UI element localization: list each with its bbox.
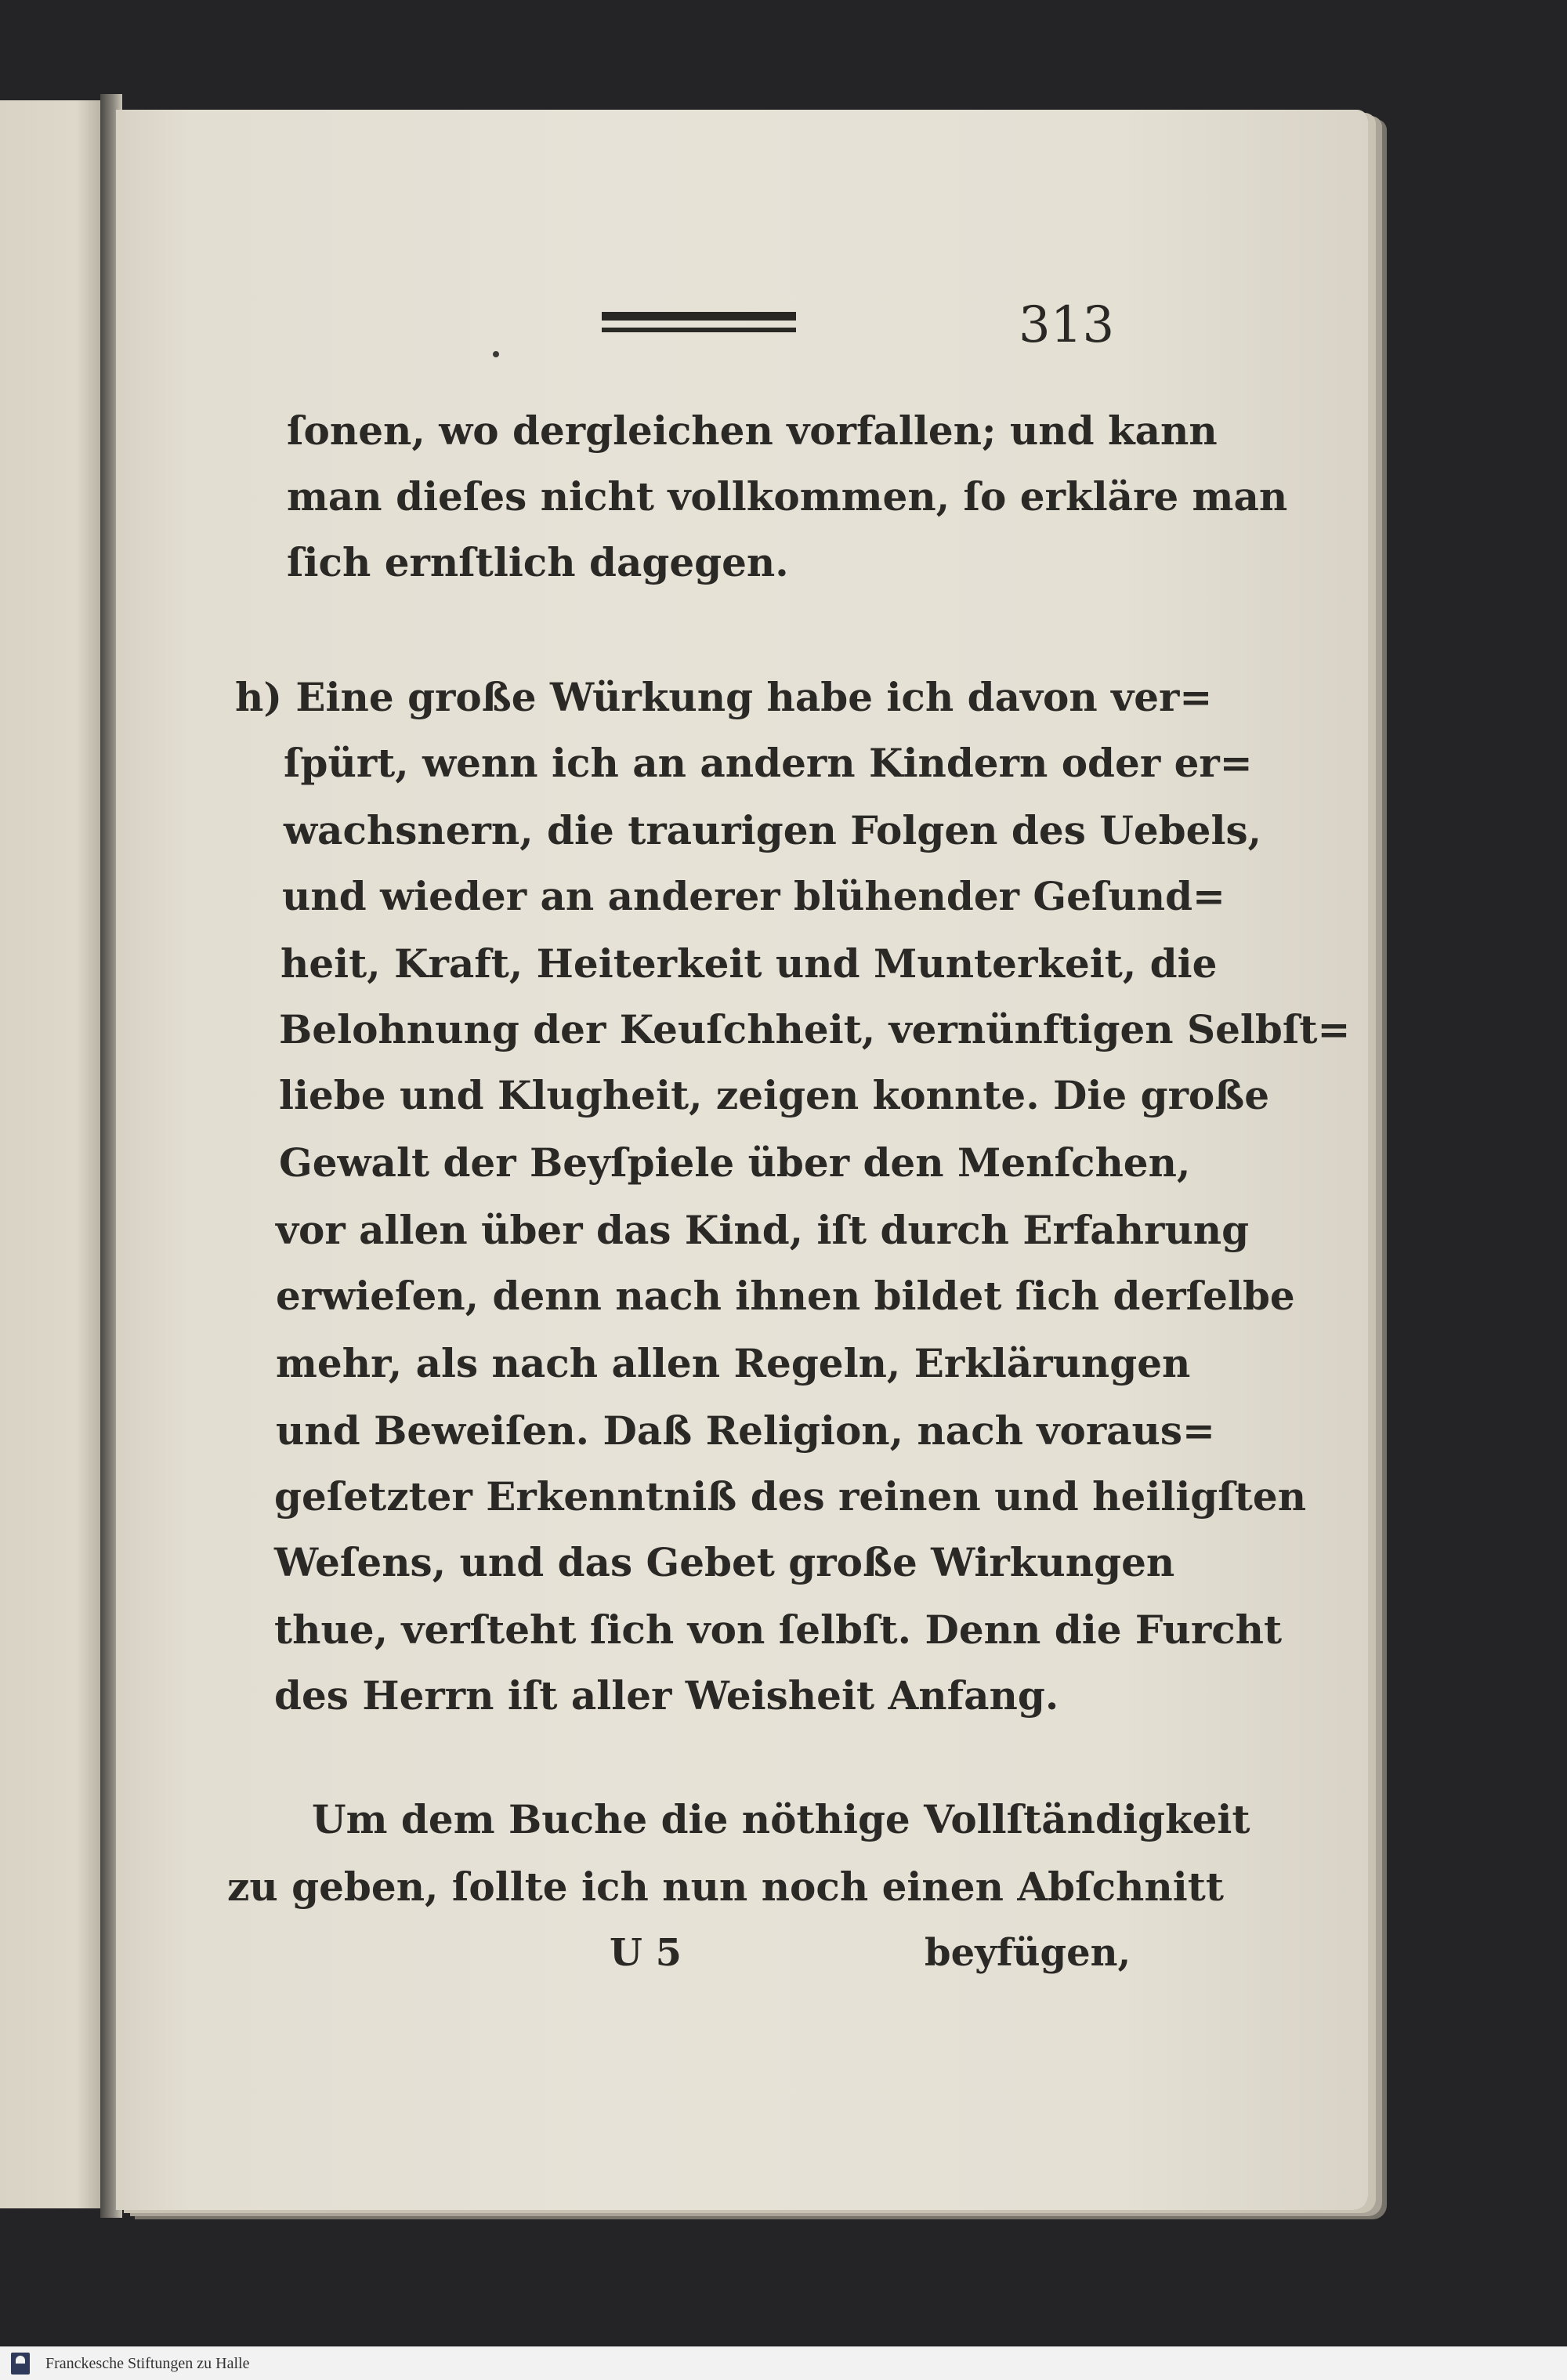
text-line: ſpürt, wenn ich an andern Kindern oder er= <box>284 740 1253 786</box>
text-line: ſich ernſtlich dagegen. <box>287 539 789 585</box>
header-rule <box>602 312 796 337</box>
text-line: heit, Kraft, Heiterkeit und Munterkeit, die <box>280 940 1218 987</box>
text-line: des Herrn iſt aller Weisheit Anfang. <box>274 1672 1059 1719</box>
institution-bar <box>0 2346 1567 2380</box>
header-dot <box>493 351 499 357</box>
institution-logo-icon <box>11 2353 30 2375</box>
text-line: wachsnern, die traurigen Folgen des Uebels, <box>284 807 1261 853</box>
text-line: Um dem Buche die nöthige Vollſtändigkeit <box>312 1796 1250 1842</box>
text-line: geſetzter Erkenntniß des reinen und heiligſten <box>274 1473 1307 1520</box>
text-line: h) Eine große Würkung habe ich davon ver= <box>235 674 1213 720</box>
text-line: vor allen über das Kind, iſt durch Erfahrung <box>276 1207 1250 1253</box>
text-line: ſonen, wo dergleichen vorfallen; und kann <box>287 408 1218 454</box>
catchword: beyfügen, <box>925 1931 1131 1975</box>
text-line: Weſens, und das Gebet große Wirkungen <box>274 1539 1175 1585</box>
institution-label: Franckesche Stiftungen zu Halle <box>45 2355 250 2372</box>
text-line: thue, verſteht ſich von ſelbſt. Denn die Furcht <box>274 1607 1283 1653</box>
text-line: Gewalt der Beyſpiele über den Menſchen, <box>279 1139 1191 1186</box>
text-line: man dieſes nicht vollkommen, ſo erkläre man <box>287 473 1288 520</box>
text-line: mehr, als nach allen Regeln, Erklärungen <box>276 1340 1191 1386</box>
text-line: erwieſen, denn nach ihnen bildet ſich derſelbe <box>276 1273 1295 1319</box>
text-line: Belohnung der Keuſchheit, vernünftigen Selbſt= <box>279 1006 1351 1052</box>
text-line: und wieder an anderer blühender Geſund= <box>282 873 1225 919</box>
left-page-edge <box>0 100 110 2208</box>
signature-mark: U 5 <box>610 1931 682 1975</box>
page-number: 313 <box>1019 296 1115 354</box>
text-line: und Beweiſen. Daß Religion, nach voraus= <box>276 1407 1215 1454</box>
text-line: zu geben, ſollte ich nun noch einen Abſchnitt <box>227 1864 1224 1910</box>
text-line: liebe und Klugheit, zeigen konnte. Die große <box>279 1072 1270 1118</box>
